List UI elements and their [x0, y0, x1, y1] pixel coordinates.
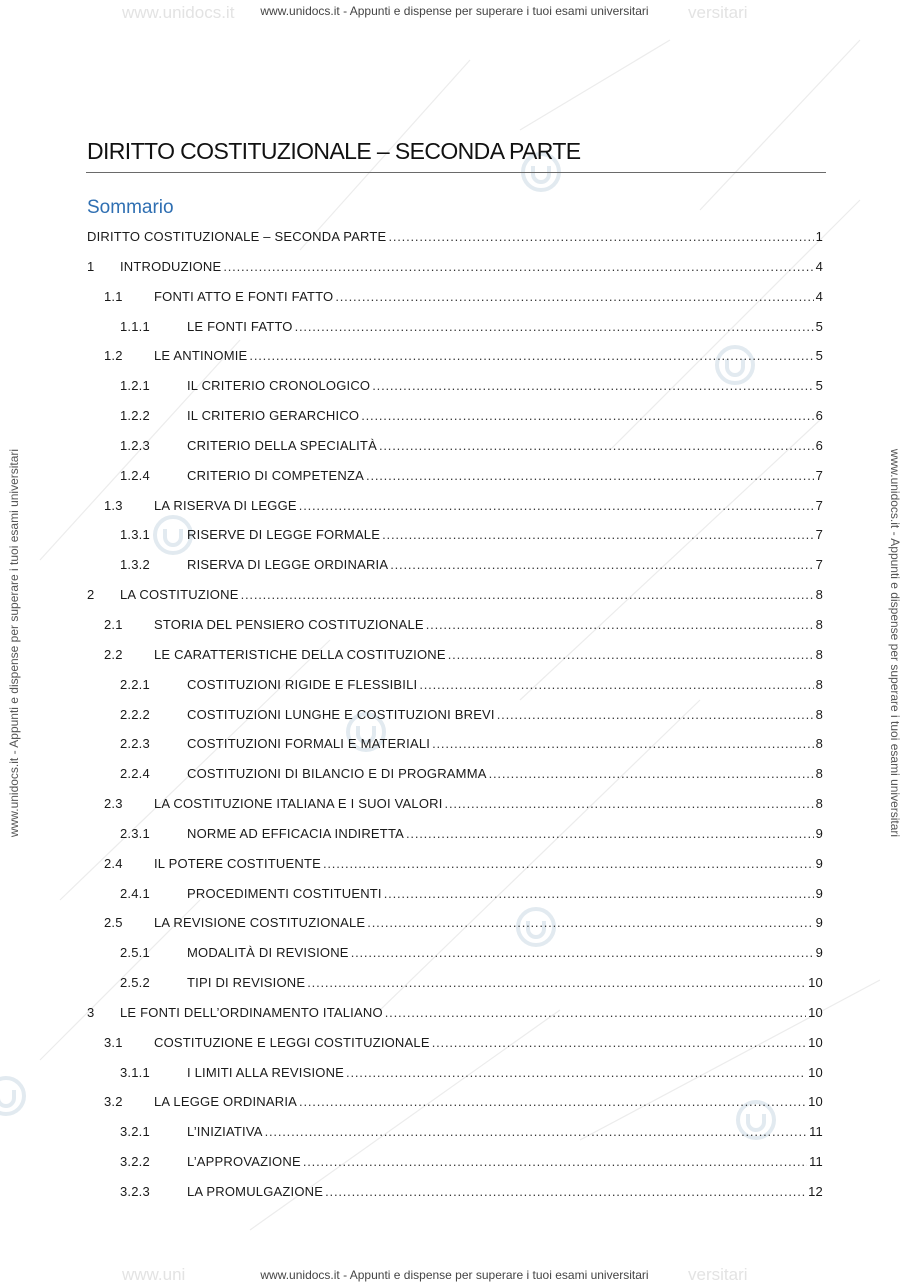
toc-entry-page: 1	[815, 229, 823, 244]
toc-dot-leader	[372, 371, 813, 401]
toc-entry-page: 6	[815, 408, 823, 424]
toc-entry-label: NORME AD EFFICACIA INDIRETTA	[187, 825, 404, 841]
toc-dot-leader	[497, 700, 814, 730]
watermark-ghost-text: www.uni	[122, 1265, 186, 1284]
toc-entry[interactable]	[87, 580, 823, 610]
toc-entry-page: 5	[815, 348, 823, 364]
toc-dot-leader	[325, 1177, 806, 1207]
toc-dot-leader	[388, 222, 813, 252]
toc-entry[interactable]	[87, 1177, 823, 1207]
toc-entry-page: 8	[815, 616, 823, 632]
toc-entry[interactable]	[87, 789, 823, 819]
toc-dot-leader	[299, 491, 814, 521]
toc-entry-number: 2.2.1	[120, 676, 150, 692]
toc-dot-leader	[265, 1117, 807, 1147]
toc-dot-leader	[390, 550, 813, 580]
toc-entry-label: CRITERIO DELLA SPECIALITÀ	[187, 437, 377, 453]
toc-entry[interactable]	[87, 759, 823, 789]
toc-entry-page: 7	[815, 527, 823, 543]
toc-entry-label: COSTITUZIONI DI BILANCIO E DI PROGRAMMA	[187, 766, 487, 782]
toc-entry-number: 2.5.2	[120, 975, 150, 991]
toc-entry-page: 11	[809, 1154, 823, 1170]
toc-entry-number: 3.2	[104, 1094, 123, 1110]
toc-entry-label: L’INIZIATIVA	[187, 1124, 263, 1140]
toc-entry-number: 2.3.1	[120, 825, 150, 841]
toc-entry-label: TIPI DI REVISIONE	[187, 975, 306, 991]
toc-entry-page: 8	[815, 736, 823, 752]
toc-entry-page: 4	[815, 258, 823, 274]
toc-entry[interactable]	[87, 670, 823, 700]
table-of-contents	[87, 222, 823, 1207]
toc-entry-label: IL CRITERIO CRONOLOGICO	[187, 378, 371, 394]
toc-entry-number: 2.2	[104, 646, 123, 662]
toc-entry-page: 12	[808, 1184, 823, 1199]
toc-entry-label: LA LEGGE ORDINARIA	[154, 1094, 298, 1110]
toc-heading: Sommario	[87, 197, 174, 218]
toc-entry[interactable]	[87, 431, 823, 461]
toc-entry-label: LA PROMULGAZIONE	[187, 1184, 324, 1199]
toc-entry-page: 7	[815, 497, 823, 513]
toc-entry-page: 8	[815, 706, 823, 722]
toc-entry-page: 8	[815, 587, 823, 603]
toc-entry-label: LE CARATTERISTICHE DELLA COSTITUZIONE	[154, 646, 446, 662]
watermark-bottom: www.unidocs.it - Appunti e dispense per superare i tuoi esami universitari	[260, 1268, 649, 1282]
toc-entry[interactable]	[87, 1147, 823, 1177]
toc-dot-leader	[299, 1087, 806, 1117]
toc-entry-page: 11	[809, 1124, 823, 1140]
toc-entry[interactable]	[87, 312, 823, 342]
toc-entry-number: 1.3.1	[120, 527, 150, 543]
toc-entry-label: COSTITUZIONI LUNGHE E COSTITUZIONI BREVI	[187, 706, 495, 722]
toc-entry-label: LA RISERVA DI LEGGE	[154, 497, 297, 513]
toc-dot-leader	[367, 908, 813, 938]
toc-entry-label: IL POTERE COSTITUENTE	[154, 855, 321, 871]
toc-entry-number: 3.2.2	[120, 1154, 150, 1170]
toc-dot-leader	[323, 849, 814, 879]
toc-entry-page: 9	[815, 855, 823, 871]
toc-entry-page: 9	[815, 825, 823, 841]
toc-entry-number: 2	[87, 587, 95, 603]
toc-entry-page: 10	[808, 1004, 823, 1020]
toc-entry-page: 4	[815, 288, 823, 304]
toc-entry-page: 8	[815, 766, 823, 782]
toc-entry[interactable]	[87, 282, 823, 312]
toc-entry-page: 9	[815, 945, 823, 961]
toc-entry[interactable]	[87, 222, 823, 252]
toc-entry[interactable]	[87, 998, 823, 1028]
toc-entry[interactable]	[87, 550, 823, 580]
toc-entry[interactable]	[87, 938, 823, 968]
toc-entry-label: I LIMITI ALLA REVISIONE	[187, 1064, 345, 1080]
toc-entry-number: 1.2.4	[120, 467, 150, 483]
toc-entry-number: 1.2	[104, 348, 123, 364]
toc-entry[interactable]	[87, 341, 823, 371]
toc-entry-page: 5	[815, 378, 823, 394]
toc-entry-page: 7	[815, 467, 823, 483]
toc-entry[interactable]	[87, 1028, 823, 1058]
toc-entry-number: 1.1	[104, 288, 123, 304]
toc-entry-label: LE FONTI DELL’ORDINAMENTO ITALIANO	[120, 1004, 383, 1020]
toc-dot-leader	[307, 968, 806, 998]
toc-entry-page: 8	[815, 646, 823, 662]
toc-entry-number: 2.2.3	[120, 736, 150, 752]
toc-entry[interactable]	[87, 401, 823, 431]
toc-dot-leader	[419, 670, 813, 700]
toc-dot-leader	[366, 461, 814, 491]
toc-entry-label: RISERVE DI LEGGE FORMALE	[187, 527, 381, 543]
toc-entry[interactable]	[87, 849, 823, 879]
toc-dot-leader	[432, 1028, 806, 1058]
toc-entry-label: CRITERIO DI COMPETENZA	[187, 467, 365, 483]
toc-entry-page: 10	[808, 975, 823, 991]
toc-entry-label: IL CRITERIO GERARCHICO	[187, 408, 360, 424]
toc-entry-label: COSTITUZIONI RIGIDE E FLESSIBILI	[187, 676, 418, 692]
toc-dot-leader	[346, 1058, 806, 1088]
toc-dot-leader	[249, 341, 813, 371]
toc-entry-number: 1	[87, 258, 95, 274]
toc-dot-leader	[426, 610, 814, 640]
toc-dot-leader	[351, 938, 814, 968]
toc-dot-leader	[385, 998, 806, 1028]
toc-dot-leader	[489, 759, 814, 789]
toc-entry-number: 1.1.1	[120, 318, 150, 334]
toc-entry-number: 2.2.2	[120, 706, 150, 722]
toc-dot-leader	[295, 312, 814, 342]
toc-entry-number: 3	[87, 1004, 95, 1020]
toc-entry[interactable]	[87, 908, 823, 938]
toc-entry-page: 10	[808, 1034, 823, 1050]
toc-entry-label: MODALITÀ DI REVISIONE	[187, 945, 349, 961]
toc-dot-leader	[335, 282, 813, 312]
document-title: DIRITTO COSTITUZIONALE – SECONDA PARTE	[87, 138, 581, 164]
toc-entry[interactable]	[87, 610, 823, 640]
toc-dot-leader	[382, 520, 813, 550]
toc-entry-number: 2.1	[104, 616, 123, 632]
toc-entry-label: LA REVISIONE COSTITUZIONALE	[154, 915, 366, 931]
toc-entry[interactable]	[87, 520, 823, 550]
toc-entry[interactable]	[87, 640, 823, 670]
toc-entry-label: FONTI ATTO E FONTI FATTO	[154, 288, 334, 304]
toc-entry-page: 10	[808, 1094, 823, 1110]
toc-entry-label: L’APPROVAZIONE	[187, 1154, 301, 1170]
toc-entry[interactable]	[87, 819, 823, 849]
toc-entry-page: 9	[815, 915, 823, 931]
toc-entry-number: 1.2.1	[120, 378, 150, 394]
toc-entry-number: 2.4	[104, 855, 123, 871]
toc-entry-number: 1.2.3	[120, 437, 150, 453]
toc-entry-number: 3.1.1	[120, 1064, 150, 1080]
toc-entry-page: 8	[815, 676, 823, 692]
title-divider	[86, 172, 826, 173]
toc-entry-label: COSTITUZIONI FORMALI E MATERIALI	[187, 736, 431, 752]
toc-dot-leader	[361, 401, 813, 431]
toc-entry[interactable]	[87, 700, 823, 730]
toc-entry[interactable]	[87, 1058, 823, 1088]
toc-dot-leader	[432, 729, 813, 759]
toc-entry-page: 7	[815, 557, 823, 573]
watermark-ghost-text: www.unidocs.it	[122, 3, 235, 22]
toc-dot-leader	[223, 252, 813, 282]
toc-dot-leader	[379, 431, 814, 461]
toc-entry-number: 2.5	[104, 915, 123, 931]
toc-dot-leader	[384, 879, 814, 909]
toc-dot-leader	[241, 580, 814, 610]
toc-dot-leader	[448, 640, 814, 670]
toc-entry-number: 1.2.2	[120, 408, 150, 424]
toc-entry-number: 3.2.1	[120, 1124, 150, 1140]
toc-entry-number: 1.3	[104, 497, 123, 513]
toc-entry-label: LE ANTINOMIE	[154, 348, 248, 364]
toc-entry-page: 9	[815, 885, 823, 901]
toc-entry-number: 2.4.1	[120, 885, 150, 901]
watermark-ghost-text: versitari	[688, 1265, 748, 1284]
watermark-ghost-text: versitari	[688, 3, 748, 22]
logo-icon	[0, 1078, 24, 1114]
toc-entry-page: 8	[815, 796, 823, 812]
toc-entry-label: LA COSTITUZIONE ITALIANA E I SUOI VALORI	[154, 796, 443, 812]
toc-entry-number: 1.3.2	[120, 557, 150, 573]
toc-entry[interactable]	[87, 371, 823, 401]
toc-entry-label: RISERVA DI LEGGE ORDINARIA	[187, 557, 389, 573]
toc-dot-leader	[303, 1147, 807, 1177]
toc-entry-number: 3.2.3	[120, 1184, 150, 1199]
toc-entry-page: 5	[815, 318, 823, 334]
toc-entry[interactable]	[87, 252, 823, 282]
toc-entry-label: DIRITTO COSTITUZIONALE – SECONDA PARTE	[87, 229, 387, 244]
toc-entry[interactable]	[87, 968, 823, 998]
toc-entry-number: 2.5.1	[120, 945, 150, 961]
toc-entry-page: 10	[808, 1064, 823, 1080]
toc-entry-label: PROCEDIMENTI COSTITUENTI	[187, 885, 382, 901]
toc-entry[interactable]	[87, 461, 823, 491]
toc-dot-leader	[406, 819, 814, 849]
toc-entry-page: 6	[815, 437, 823, 453]
toc-entry[interactable]	[87, 491, 823, 521]
watermark-top: www.unidocs.it - Appunti e dispense per superare i tuoi esami universitari	[260, 4, 649, 18]
toc-entry[interactable]	[87, 879, 823, 909]
toc-entry-number: 2.3	[104, 796, 123, 812]
toc-entry-label: COSTITUZIONE E LEGGI COSTITUZIONALE	[154, 1034, 430, 1050]
toc-dot-leader	[445, 789, 814, 819]
watermark-right: www.unidocs.it - Appunti e dispense per superare i tuoi esami universitari	[888, 448, 902, 838]
watermark-left: www.unidocs.it - Appunti e dispense per superare i tuoi esami universitari	[7, 448, 21, 838]
toc-entry-label: LA COSTITUZIONE	[120, 587, 239, 603]
toc-entry[interactable]	[87, 729, 823, 759]
toc-entry[interactable]	[87, 1087, 823, 1117]
toc-entry-number: 2.2.4	[120, 766, 150, 782]
toc-entry-label: INTRODUZIONE	[120, 258, 222, 274]
toc-entry-label: LE FONTI FATTO	[187, 318, 293, 334]
toc-entry-label: STORIA DEL PENSIERO COSTITUZIONALE	[154, 616, 424, 632]
toc-entry-number: 3.1	[104, 1034, 123, 1050]
toc-entry[interactable]	[87, 1117, 823, 1147]
